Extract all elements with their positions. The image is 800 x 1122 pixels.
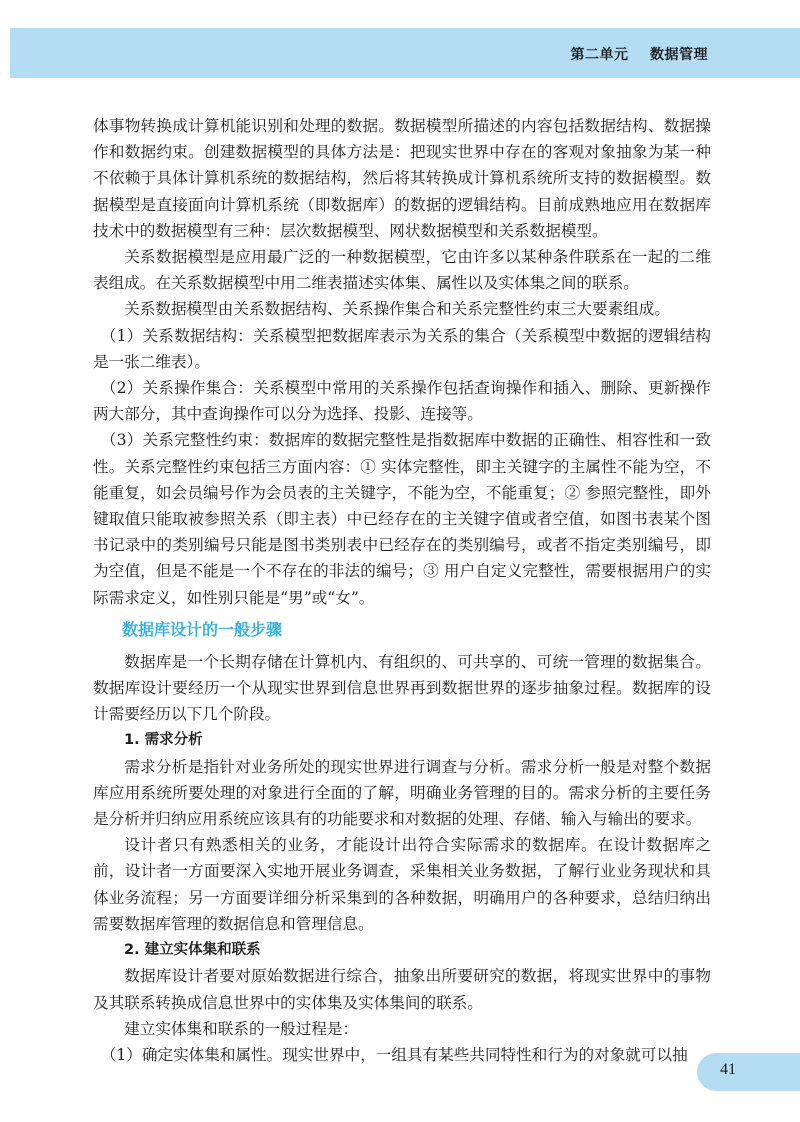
- paragraph: 关系数据模型由关系数据结构、关系操作集合和关系完整性约束三大要素组成。: [124, 300, 670, 319]
- paragraph: 数据库设计者要对原始数据进行综合，抽象出所要研究的数据，将现实世界中的事物及其联系转换成信息世界中的实体集及实体集间的联系。: [93, 967, 711, 1012]
- subheading: 2. 建立实体集和联系: [124, 942, 261, 959]
- section-title: 数据库设计的一般步骤: [122, 619, 283, 639]
- list-item: （1）关系数据结构：关系模型把数据库表示为关系的集合（关系模型中数据的逻辑结构是一张二维表）。: [93, 326, 711, 371]
- paragraph: 建立实体集和联系的一般过程是：: [124, 1019, 359, 1038]
- paragraph: 需求分析是指针对业务所处的现实世界进行调查与分析。需求分析一般是对整个数据库应用系统所要处理的对象进行全面的了解，明确业务管理的目的。需求分析的主要任务是分析并归纳应用系统应该具有的功能要求和对数据的处理、存储、输入与输出的要求。: [93, 757, 711, 829]
- list-item: （3）关系完整性约束：数据库的数据完整性是指数据库中数据的正确性、相容性和一致性。关系完整性约束包括三方面内容：① 实体完整性，即主关键字的主属性不能为空，不能重复，如会员编号作为会员表的主关键字，不能为空，不能重复；② 参照完整性，即外键取值只能取被参照关系（即主表）中已经存在的主关键字值或者空值，如图书表某个图书记录中的类别编号只能是图书类别表中已经存在的类别编号，或者不指定类别编号，即为空值，但是不能是一个不存在的非法的编号；③ 用户自定义完整性，需要根据用户的实际需求定义，如性别只能是“男”或“女”。: [93, 431, 711, 607]
- list-item: （1）确定实体集和属性。现实世界中，一组具有某些共同特性和行为的对象就可以抽: [100, 1045, 688, 1064]
- paragraph: 数据库是一个长期存储在计算机内、有组织的、可共享的、可统一管理的数据集合。数据库设计要经历一个从现实世界到信息世界再到数据世界的逐步抽象过程。数据库的设计需要经历以下几个阶段。: [93, 652, 711, 724]
- running-header: 第二单元 数据管理: [570, 47, 708, 63]
- page-number: 41: [720, 1061, 736, 1078]
- list-item: （2）关系操作集合：关系模型中常用的关系操作包括查询操作和插入、删除、更新操作两大部分，其中查询操作可以分为选择、投影、连接等。: [93, 379, 711, 424]
- page-body: [93, 113, 711, 1068]
- paragraph: 设计者只有熟悉相关的业务，才能设计出符合实际需求的数据库。在设计数据库之前，设计者一方面要深入实地开展业务调查，采集相关业务数据，了解行业业务现状和具体业务流程；另一方面要详细分析采集到的各种数据，明确用户的各种要求，总结归纳出需要数据库管理的数据信息和管理信息。: [93, 836, 711, 933]
- paragraph: 体事物转换成计算机能识别和处理的数据。数据模型所描述的内容包括数据结构、数据操作和数据约束。创建数据模型的具体方法是：把现实世界中存在的客观对象抽象为某一种不依赖于具体计算机系统的数据结构，然后将其转换成计算机系统所支持的数据模型。数据模型是直接面向计算机系统（即数据库）的数据的逻辑结构。目前成熟地应用在数据库技术中的数据模型有三种：层次数据模型、网状数据模型和关系数据模型。: [93, 117, 711, 240]
- subheading: 1. 需求分析: [124, 732, 203, 749]
- paragraph: 关系数据模型是应用最广泛的一种数据模型，它由许多以某种条件联系在一起的二维表组成。在关系数据模型中用二维表描述实体集、属性以及实体集之间的联系。: [93, 248, 711, 293]
